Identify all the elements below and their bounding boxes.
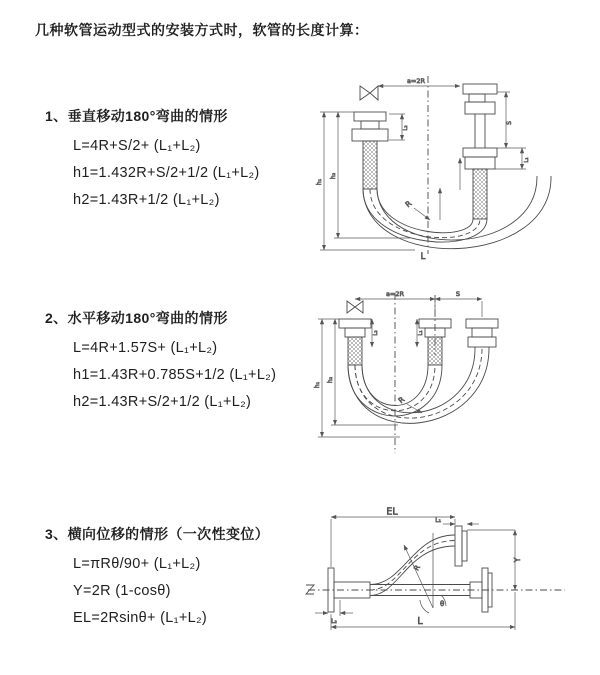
l2-dimension-label: L₂ — [331, 618, 337, 625]
h1-dimension-label: h₁ — [316, 178, 323, 186]
span-dimension-label: a=2R — [406, 77, 426, 85]
page-title: 几种软管运动型式的安装方式时，软管的长度计算： — [35, 22, 369, 38]
right-fitting-upper-position — [463, 84, 497, 114]
right-fitting-moved-position — [466, 319, 498, 347]
y-dimension-label: Y — [513, 557, 522, 563]
hose-assembly — [352, 76, 551, 254]
hose-assembly — [339, 293, 498, 453]
radius-label: R — [396, 394, 407, 406]
section2-formula-L: L=4R+1.57S+ (L₁+L₂) — [73, 340, 218, 356]
l2-dimension-label: L₂ — [403, 125, 409, 131]
left-braid-section — [363, 141, 377, 189]
section2-formula-h2: h2=1.43R+S/2+1/2 (L₁+L₂) — [73, 394, 252, 410]
stroke-dimension-label: S — [455, 290, 461, 298]
section3-formula-L: L=πRθ/90+ (L₁+L₂) — [73, 556, 201, 572]
right-fitting-lower-position — [463, 148, 497, 169]
dimensions — [315, 507, 522, 631]
theta-label: θ — [440, 600, 445, 608]
section2-formula-h1: h1=1.43R+0.785S+1/2 (L₁+L₂) — [73, 367, 277, 383]
section2-heading: 2、水平移动180°弯曲的情形 — [45, 310, 228, 326]
section-lateral-displacement — [45, 524, 315, 637]
radius-label: R — [403, 198, 414, 210]
s-curve-hose-displaced-position — [370, 535, 455, 596]
l1-dimension-label: L₁ — [418, 330, 424, 336]
lateral-displacement-diagram — [300, 505, 600, 655]
section1-heading: 1、垂直移动180°弯曲的情形 — [45, 108, 228, 124]
radius-label: R — [412, 563, 422, 573]
middle-braid-section — [428, 337, 442, 365]
h2-dimension-label: h₂ — [327, 376, 334, 384]
section3-formula-Y: Y=2R (1-cosθ) — [73, 583, 171, 599]
hose-curve-position-a — [363, 189, 487, 242]
section3-formula-EL: EL=2Rsinθ+ (L₁+L₂) — [73, 610, 208, 626]
valve-icon — [360, 86, 378, 100]
left-braid-section — [348, 337, 362, 365]
radius-leader — [404, 545, 433, 608]
hose-curve-position-b — [348, 347, 489, 423]
section1-formula-h2: h2=1.43R+1/2 (L₁+L₂) — [73, 192, 220, 208]
h2-dimension-label: h₂ — [330, 172, 337, 180]
vertical-movement-drawing — [310, 70, 600, 260]
length-label: L — [420, 252, 426, 260]
l2-dimension-label: L₂ — [373, 330, 379, 336]
section1-formula-L: L=4R+S/2+ (L₁+L₂) — [73, 138, 201, 154]
l1-dimension-label: L₁ — [524, 157, 530, 163]
valve-icon — [347, 301, 363, 313]
section1-formula-h1: h1=1.432R+S/2+1/2 (L₁+L₂) — [73, 165, 260, 181]
top-flange-displaced-position — [455, 526, 467, 566]
centerline-break-mark — [306, 585, 314, 594]
left-fitting — [339, 319, 371, 337]
left-flange — [328, 568, 370, 612]
l1-dimension-label: L₁ — [435, 517, 441, 524]
section3-heading: 3、横向位移的情形（一次性变位） — [45, 526, 270, 542]
right-braid-section — [473, 169, 487, 219]
span-dimension-label: a=2R — [385, 290, 405, 298]
el-dimension-label: EL — [386, 506, 398, 518]
stroke-dimension-label: S — [506, 121, 513, 125]
vertical-movement-diagram — [310, 70, 600, 260]
angle-arc — [420, 600, 429, 613]
hose-assembly — [306, 526, 565, 613]
horizontal-movement-diagram — [310, 285, 600, 460]
dimensions — [316, 77, 530, 260]
section-vertical-movement — [45, 106, 315, 219]
h1-dimension-label: h₁ — [314, 381, 321, 389]
left-fitting — [352, 112, 388, 141]
horizontal-movement-drawing — [310, 285, 600, 460]
length-label: L — [417, 616, 423, 627]
lateral-displacement-drawing — [300, 505, 600, 655]
dimensions — [314, 290, 482, 437]
section-horizontal-movement — [45, 308, 315, 421]
